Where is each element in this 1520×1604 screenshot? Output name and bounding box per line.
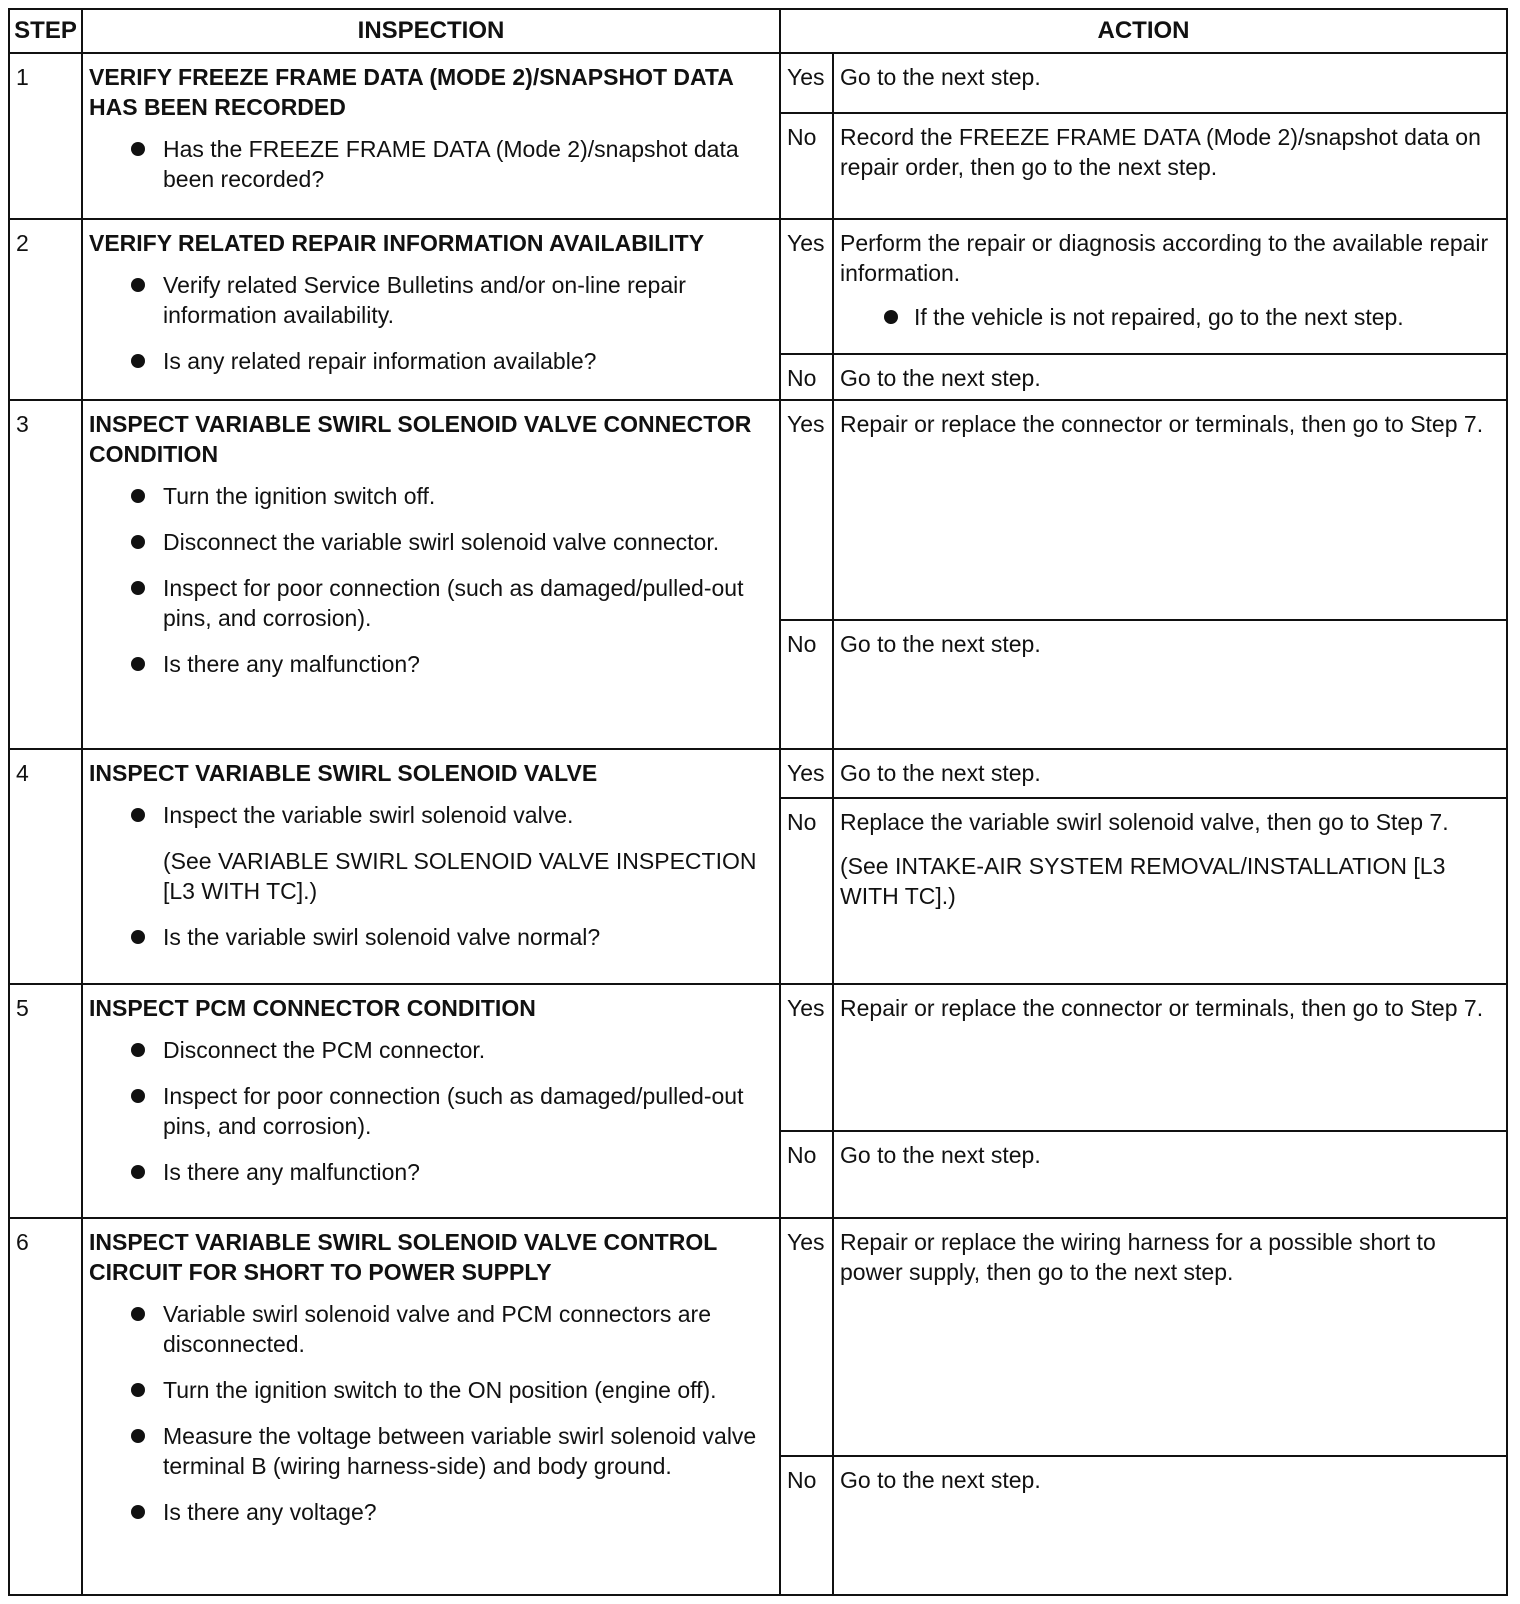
inspection-title: VERIFY FREEZE FRAME DATA (MODE 2)/SNAPSHOT DATA HAS BEEN RECORDED	[89, 64, 734, 121]
table-row	[9, 219, 1507, 354]
inspection-bullet: Turn the ignition switch to the ON position (engine off).	[89, 1375, 773, 1405]
no-label: No	[780, 113, 833, 218]
step-number: 2	[9, 219, 82, 400]
table-row	[9, 53, 1507, 113]
inspection-bullet: Is any related repair information available?	[89, 346, 773, 376]
inspection-cell	[82, 219, 780, 400]
no-label: No	[780, 1456, 833, 1595]
step-number: 6	[9, 1218, 82, 1595]
header-row	[9, 9, 1507, 53]
diagnostic-table	[8, 8, 1508, 1596]
inspection-cell	[82, 1218, 780, 1595]
inspection-bullet: Verify related Service Bulletins and/or on-line repair information availability.	[89, 270, 773, 330]
inspection-cell	[82, 749, 780, 984]
inspection-title: INSPECT VARIABLE SWIRL SOLENOID VALVE	[89, 760, 598, 787]
yes-label: Yes	[780, 749, 833, 798]
table-row	[9, 400, 1507, 620]
no-action-cell	[833, 798, 1507, 984]
inspection-bullet: Variable swirl solenoid valve and PCM connectors are disconnected.	[89, 1299, 773, 1359]
inspection-bullet: Is there any malfunction?	[89, 649, 773, 679]
yes-action-cell	[833, 219, 1507, 354]
yes-action: Repair or replace the connector or terminals, then go to Step 7.	[833, 400, 1507, 620]
inspection-bullet: Has the FREEZE FRAME DATA (Mode 2)/snapshot data been recorded?	[89, 134, 773, 194]
yes-action: Go to the next step.	[833, 53, 1507, 113]
inspection-bullet: Measure the voltage between variable swirl solenoid valve terminal B (wiring harness-side) and body ground.	[89, 1421, 773, 1481]
inspection-bullet: Inspect for poor connection (such as damaged/pulled-out pins, and corrosion).	[89, 573, 773, 633]
header-step: STEP	[9, 9, 82, 53]
inspection-bullet: Is there any voltage?	[89, 1497, 773, 1527]
inspection-bullet: Is the variable swirl solenoid valve normal?	[89, 922, 773, 952]
inspection-bullet: Turn the ignition switch off.	[89, 481, 773, 511]
inspection-reference: (See VARIABLE SWIRL SOLENOID VALVE INSPECTION [L3 WITH TC].)	[163, 848, 757, 905]
inspection-title: INSPECT VARIABLE SWIRL SOLENOID VALVE CONTROL CIRCUIT FOR SHORT TO POWER SUPPLY	[89, 1228, 717, 1285]
yes-action: Perform the repair or diagnosis according to the available repair information.	[840, 229, 1489, 286]
yes-label: Yes	[780, 53, 833, 113]
header-inspection: INSPECTION	[82, 9, 780, 53]
no-label: No	[780, 1131, 833, 1218]
inspection-cell	[82, 400, 780, 749]
table-row	[9, 984, 1507, 1131]
inspection-bullet: Is there any malfunction?	[89, 1157, 773, 1187]
no-label: No	[780, 798, 833, 984]
no-action: Go to the next step.	[833, 1456, 1507, 1595]
inspection-bullet: Disconnect the variable swirl solenoid valve connector.	[89, 527, 773, 557]
no-action: Go to the next step.	[833, 1131, 1507, 1218]
step-number: 4	[9, 749, 82, 984]
yes-action: Repair or replace the connector or terminals, then go to Step 7.	[833, 984, 1507, 1131]
no-action: Go to the next step.	[833, 620, 1507, 749]
no-action: Go to the next step.	[833, 354, 1507, 400]
yes-label: Yes	[780, 1218, 833, 1456]
inspection-bullet: Inspect the variable swirl solenoid valve.	[89, 800, 773, 830]
inspection-cell	[82, 53, 780, 218]
inspection-cell	[82, 984, 780, 1218]
yes-label: Yes	[780, 400, 833, 620]
inspection-bullet: Disconnect the PCM connector.	[89, 1035, 773, 1065]
yes-action: Repair or replace the wiring harness for a possible short to power supply, then go to the next step.	[833, 1218, 1507, 1456]
yes-action: Go to the next step.	[833, 749, 1507, 798]
inspection-title: VERIFY RELATED REPAIR INFORMATION AVAILABILITY	[89, 229, 705, 256]
step-number: 5	[9, 984, 82, 1218]
step-number: 3	[9, 400, 82, 749]
yes-label: Yes	[780, 984, 833, 1131]
header-action: ACTION	[780, 9, 1507, 53]
action-reference: (See INTAKE-AIR SYSTEM REMOVAL/INSTALLATION [L3 WITH TC].)	[840, 853, 1446, 910]
no-label: No	[780, 620, 833, 749]
no-action: Record the FREEZE FRAME DATA (Mode 2)/snapshot data on repair order, then go to the next step.	[833, 113, 1507, 218]
table-row	[9, 749, 1507, 798]
action-bullet: If the vehicle is not repaired, go to the next step.	[840, 302, 1500, 332]
table-row	[9, 1218, 1507, 1456]
no-action: Replace the variable swirl solenoid valve, then go to Step 7.	[840, 809, 1449, 836]
no-label: No	[780, 354, 833, 400]
inspection-title: INSPECT VARIABLE SWIRL SOLENOID VALVE CONNECTOR CONDITION	[89, 411, 752, 468]
yes-label: Yes	[780, 219, 833, 354]
inspection-bullet: Inspect for poor connection (such as damaged/pulled-out pins, and corrosion).	[89, 1081, 773, 1141]
step-number: 1	[9, 53, 82, 218]
inspection-title: INSPECT PCM CONNECTOR CONDITION	[89, 994, 536, 1021]
